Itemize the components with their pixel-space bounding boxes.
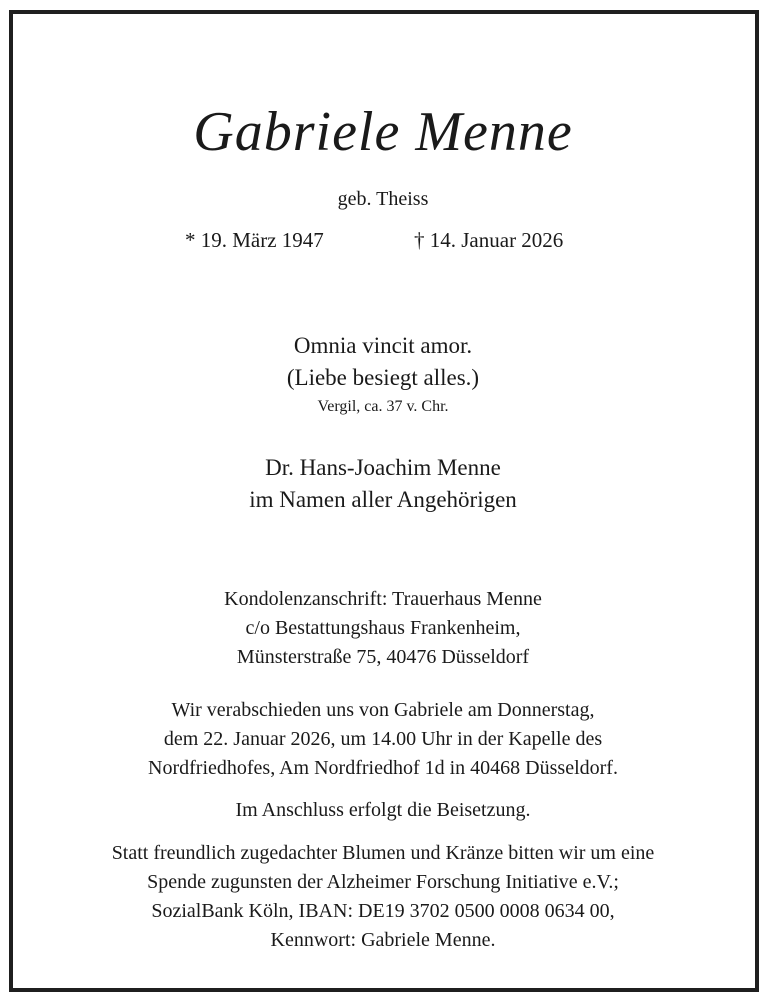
death-date: † 14. Januar 2026 <box>414 228 564 252</box>
burial-note: Im Anschluss erfolgt die Beisetzung. <box>235 799 531 821</box>
quote-source: Vergil, ca. 37 v. Chr. <box>317 398 449 415</box>
signer-name: Dr. Hans-Joachim Menne <box>265 455 501 480</box>
condolence-address <box>0 585 766 672</box>
birth-date: * 19. März 1947 <box>185 228 324 252</box>
signer-relation: im Namen aller Angehörigen <box>249 487 517 512</box>
farewell-line: dem 22. Januar 2026, um 14.00 Uhr in der Kapelle des <box>163 728 603 750</box>
donation-request <box>0 839 766 955</box>
address-line: c/o Bestattungshaus Frankenheim, <box>245 617 521 639</box>
donation-line: Statt freundlich zugedachter Blumen und Kränze bitten wir um eine <box>111 842 655 864</box>
quote-translation: (Liebe besiegt alles.) <box>286 365 480 390</box>
deceased-name: Gabriele Menne <box>193 101 573 163</box>
donation-line: SozialBank Köln, IBAN: DE19 3702 0500 0008 0634 00, <box>151 900 615 922</box>
address-line: Kondolenzanschrift: Trauerhaus Menne <box>224 588 542 610</box>
quote <box>0 330 766 394</box>
signers <box>0 452 766 516</box>
farewell-line: Nordfriedhofes, Am Nordfriedhof 1d in 40468 Düsseldorf. <box>148 757 618 779</box>
farewell-line: Wir verabschieden uns von Gabriele am Donnerstag, <box>171 699 595 721</box>
donation-line: Spende zugunsten der Alzheimer Forschung Initiative e.V.; <box>147 871 619 893</box>
quote-latin: Omnia vincit amor. <box>293 333 473 358</box>
address-line: Münsterstraße 75, 40476 Düsseldorf <box>236 646 530 668</box>
birth-name: geb. Theiss <box>337 188 429 210</box>
farewell-details <box>0 696 766 783</box>
donation-line: Kennwort: Gabriele Menne. <box>270 929 496 951</box>
